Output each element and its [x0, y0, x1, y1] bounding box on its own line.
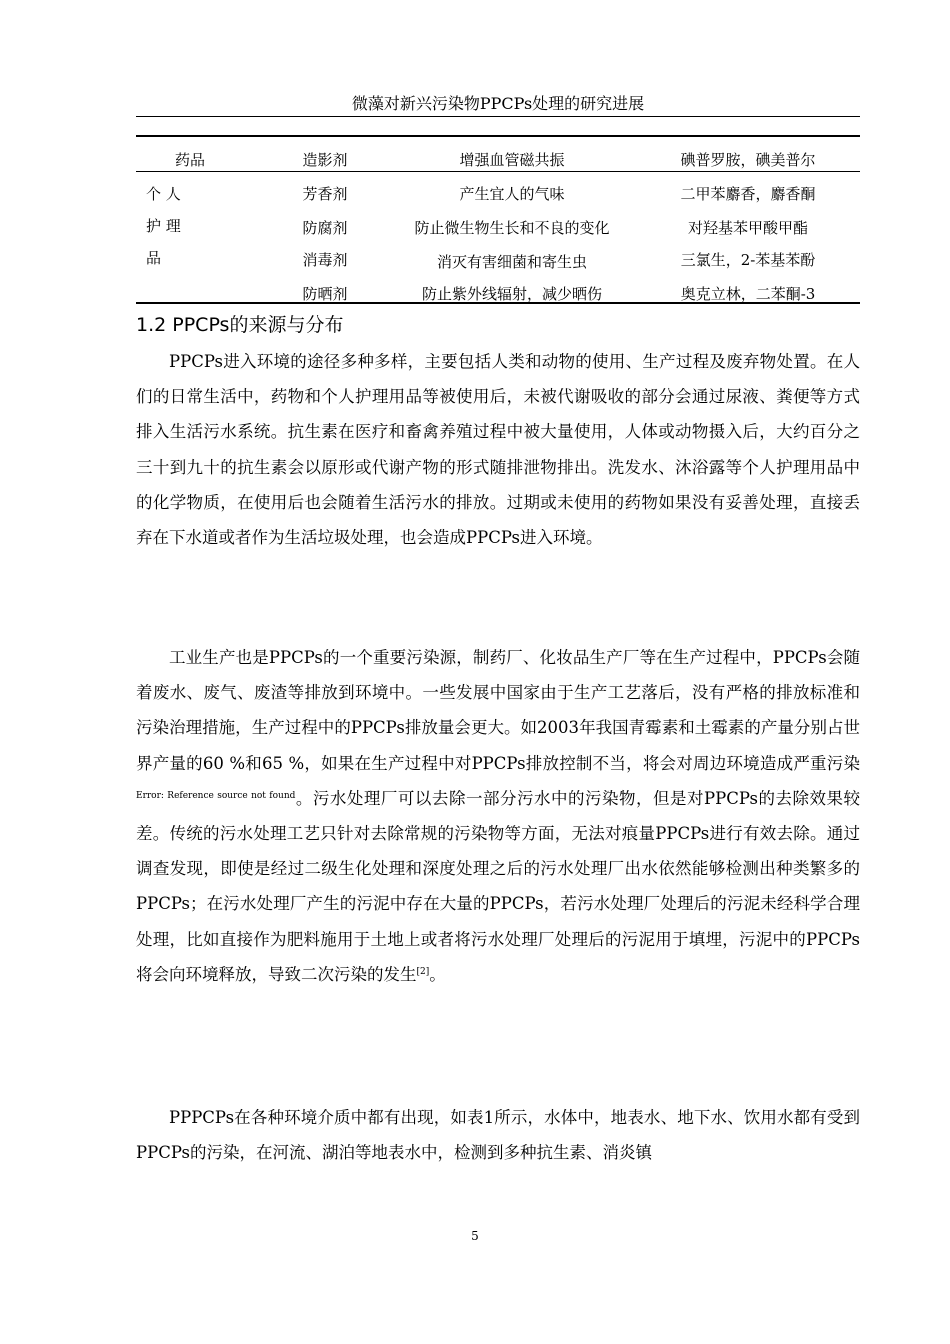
reference-error: Error: Reference source not found — [136, 790, 296, 801]
running-header: 微藻对新兴污染物PPCPs处理的研究进展 — [351, 94, 645, 113]
table-cell-type: 造影剂 — [302, 151, 348, 169]
table-cell-examples: 碘普罗胺，碘美普尔 — [680, 151, 816, 169]
paragraph-industry — [136, 640, 860, 992]
table-cell-examples: 奥克立林，二苯酮-3 — [680, 285, 816, 303]
table-cell-type: 防腐剂 — [302, 219, 348, 237]
table-cell-function: 防止微生物生长和不良的变化 — [414, 219, 610, 237]
table-cell-category: 药品 — [174, 151, 205, 169]
paragraph-text: 。污水处理厂可以去除一部分污水中的污染物，但是对PPCPs的去除效果较差。传统的污水处理工艺只针对去除常规的污染物等方面，无法对痕量PPCPs进行有效去除。通过调查发现，即使是经过二级生化处理和深度处理之后的污水处理厂出水依然能够检测出种类繁多的PPCPs；在污水处理厂产生的污泥中存在大量的PPCPs，若污水处理厂处理后的污泥未经科学合理处理，比如直接作为肥料施用于土地上或者将污水处理厂处理后的污泥用于填埋，污泥中的PPCPs将会向环境释放，导致二次污染的发生 — [136, 788, 860, 984]
citation-reference: [2] — [416, 966, 430, 977]
table-cell-function: 消灭有害细菌和寄生虫 — [436, 253, 587, 271]
table-mid-rule — [136, 171, 860, 172]
paragraph-text: 工业生产也是PPCPs的一个重要污染源，制药厂、化妆品生产厂等在生产过程中，PPCPs会随着废水、废气、废渣等排放到环境中。一些发展中国家由于生产工艺落后，没有严格的排放标准和污染治理措施，生产过程中的PPCPs排放量会更大。如2003年我国青霉素和土霉素的产量分别占世界产量的60 %和65 %，如果在生产过程中对PPCPs排放控制不当，将会对周边环境造成严重污染 — [136, 648, 860, 773]
table-cell-function: 产生宜人的气味 — [459, 185, 565, 203]
table-cell-examples: 二甲苯麝香，麝香酮 — [680, 185, 816, 203]
table-cell-type: 防晒剂 — [302, 285, 348, 303]
table-cell-examples: 对羟基苯甲酸甲酯 — [687, 219, 808, 237]
table-cell-examples: 三氯生，2-苯基苯酚 — [680, 251, 816, 269]
paragraph-distribution: PPPCPs在各种环境介质中都有出现，如表1所示，水体中，地表水、地下水、饮用水都有受到PPCPs的污染，在河流、湖泊等地表水中，检测到多种抗生素、消炎镇 — [136, 1108, 860, 1163]
table-cell-function: 增强血管磁共振 — [459, 151, 565, 169]
table-cell-category: 护 理 — [146, 217, 181, 235]
page-number: 5 — [471, 1229, 479, 1243]
table-bottom-rule — [136, 302, 860, 304]
table-cell-function: 防止紫外线辐射，减少晒伤 — [421, 285, 602, 303]
header-rule — [136, 116, 860, 117]
table-cell-category: 个 人 — [146, 185, 181, 203]
paragraph-sources: PPCPs进入环境的途径多种多样，主要包括人类和动物的使用、生产过程及废弃物处置。在人们的日常生活中，药物和个人护理用品等被使用后，未被代谢吸收的部分会通过尿液、粪便等方式排入生活污水系统。抗生素在医疗和畜禽养殖过程中被大量使用，人体或动物摄入后，大约百分之三十到九十的抗生素会以原形或代谢产物的形式随排泄物排出。洗发水、沐浴露等个人护理用品中的化学物质，在使用后也会随着生活污水的排放。过期或未使用的药物如果没有妥善处理，直接丢弃在下水道或者作为生活垃圾处理，也会造成PPCPs进入环境。 — [136, 352, 860, 548]
table-top-rule — [136, 135, 860, 137]
table-cell-category: 品 — [146, 249, 162, 267]
table-cell-type: 芳香剂 — [302, 185, 348, 203]
table-cell-type: 消毒剂 — [302, 251, 348, 269]
paragraph-text: 。 — [429, 964, 446, 984]
section-heading: 1.2 PPCPs的来源与分布 — [136, 314, 344, 336]
